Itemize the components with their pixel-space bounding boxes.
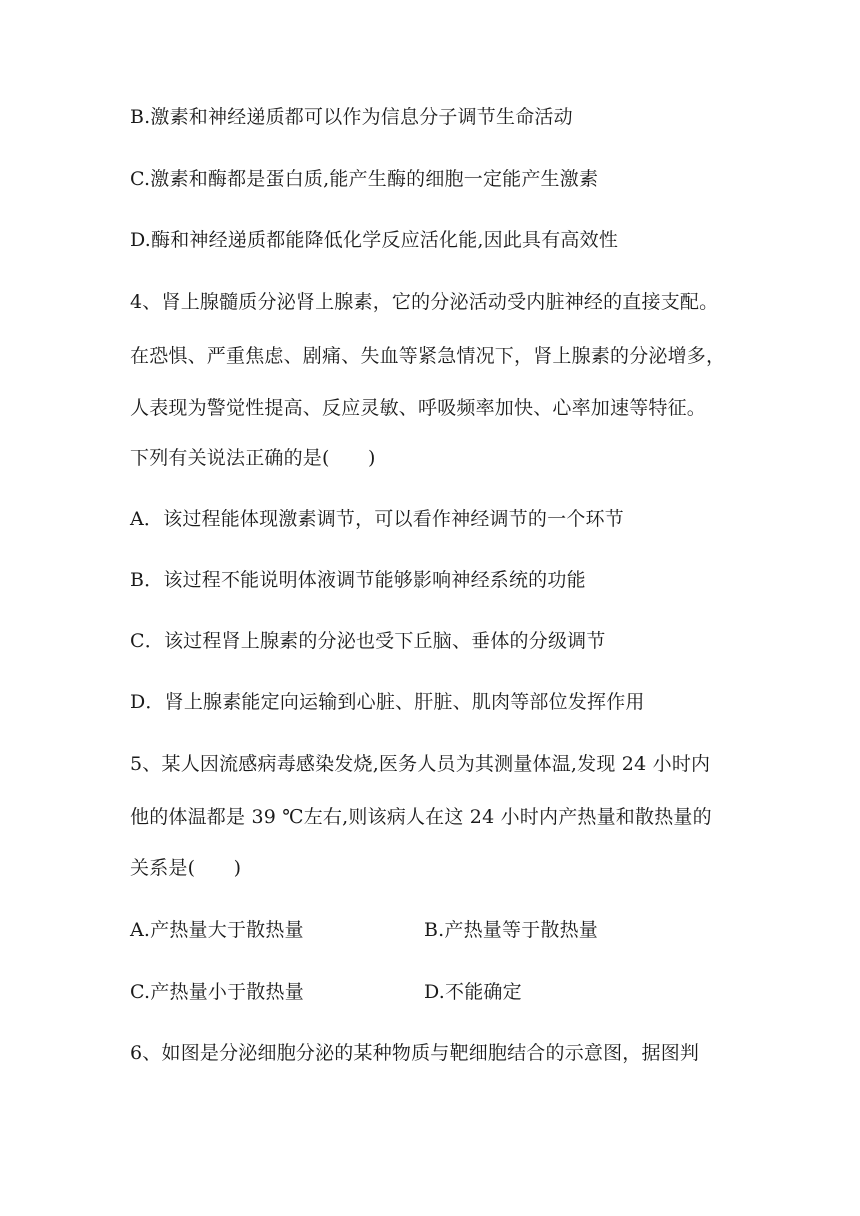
q6-stem-line-1: 6、如图是分泌细胞分泌的某种物质与靶细胞结合的示意图，据图判 [130,1042,700,1064]
q5-option-d: D.不能确定 [424,981,522,1003]
q4-stem-line-1: 4、肾上腺髓质分泌肾上腺素，它的分泌活动受内脏神经的直接支配。 [130,291,719,313]
q4-option-d: D．肾上腺素能定向运输到心脏、肝脏、肌肉等部位发挥作用 [130,691,645,713]
q5-stem-line-1: 5、某人因流感病毒感染发烧,医务人员为其测量体温,发现 24 小时内 [130,753,711,775]
q3-option-d: D.酶和神经递质都能降低化学反应活化能,因此具有高效性 [130,229,619,251]
q4-stem-line-4: 下列有关说法正确的是( ) [130,447,376,469]
q3-option-b: B.激素和神经递质都可以作为信息分子调节生命活动 [130,106,573,128]
q4-stem-line-3: 人表现为警觉性提高、反应灵敏、呼吸频率加快、心率加速等特征。 [130,397,707,419]
q4-stem-line-2: 在恐惧、严重焦虑、剧痛、失血等紧急情况下，肾上腺素的分泌增多， [130,345,726,367]
q4-option-b: B．该过程不能说明体液调节能够影响神经系统的功能 [130,569,586,591]
q3-option-c: C.激素和酶都是蛋白质,能产生酶的细胞一定能产生激素 [130,168,599,190]
q5-stem-line-2: 他的体温都是 39 ℃左右,则该病人在这 24 小时内产热量和散热量的 [130,806,712,828]
q5-option-a: A.产热量大于散热量 [130,919,304,941]
q4-option-a: A．该过程能体现激素调节，可以看作神经调节的一个环节 [130,508,624,530]
q5-option-c: C.产热量小于散热量 [130,981,304,1003]
q5-option-b: B.产热量等于散热量 [424,919,599,941]
q4-option-c: C．该过程肾上腺素的分泌也受下丘脑、垂体的分级调节 [130,630,606,652]
q5-stem-line-3: 关系是( ) [130,857,242,879]
